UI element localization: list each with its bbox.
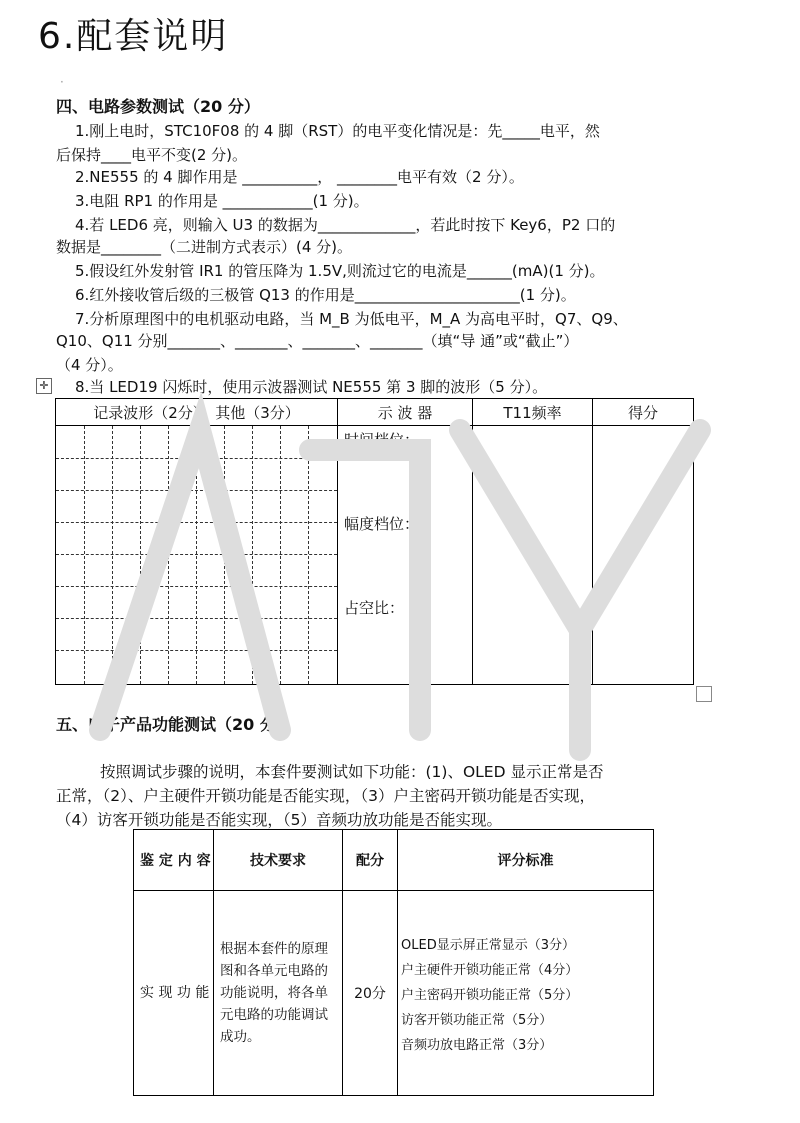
q4-line2: 数据是________（二进制方式表示）(4 分)。 <box>56 238 353 256</box>
q3-line: 3.电阻 RP1 的作用是 ____________(1 分)。 <box>75 192 369 210</box>
header-assessment: 鉴 定 内 容 <box>134 830 214 891</box>
section5-para-line1: 按照调试步骤的说明，本套件要测试如下功能：(1)、OLED 显示正常是否 <box>100 763 604 781</box>
section5-para-line3: （4）访客开锁功能是否能实现，（5）音频功放功能是否能实现。 <box>56 811 502 829</box>
q2-line: 2.NE555 的 4 脚作用是 __________， ________电平有效（2 分）。 <box>75 168 524 186</box>
osc-blank-1 <box>344 454 472 482</box>
row-points: 20分 <box>343 891 398 1096</box>
header-criteria: 评分标准 <box>398 830 654 891</box>
waveform-grid <box>56 426 337 684</box>
header-t11-frequency: T11频率 <box>473 399 593 426</box>
q6-line: 6.红外接收管后级的三极管 Q13 的作用是______________________(1 分)。 <box>75 286 576 304</box>
osc-blank-4 <box>344 566 472 594</box>
oscilloscope-settings-cell[interactable] <box>338 426 473 685</box>
paragraph-mark: · <box>60 75 64 89</box>
page-heading: 6.配套说明 <box>38 16 229 57</box>
table-resize-handle[interactable] <box>696 686 712 702</box>
q5-line: 5.假设红外发射管 IR1 的管压降为 1.5V,则流过它的电流是______(mA)(1 分)。 <box>75 262 605 280</box>
duty-cycle-label: 占空比： <box>344 599 405 617</box>
amplitude-division-label: 幅度档位： <box>344 515 420 533</box>
criterion-4: 访客开锁功能正常（5分） <box>401 1012 553 1028</box>
waveform-grid-cell[interactable] <box>56 426 338 685</box>
table-move-handle-icon[interactable]: ✛ <box>36 378 52 394</box>
row-item: 实 现 功 能 <box>134 891 214 1096</box>
q7-line1: 7.分析原理图中的电机驱动电路，当 M_B 为低电平，M_A 为高电平时，Q7、Q9、 <box>75 310 628 328</box>
header-waveform: 记录波形（2分），其他（3分） <box>56 399 338 426</box>
criteria-list <box>398 891 654 1096</box>
header-oscilloscope: 示 波 器 <box>338 399 473 426</box>
criterion-5: 音频功放电路正常（3分） <box>401 1037 553 1053</box>
q8-line: 8.当 LED19 闪烁时，使用示波器测试 NE555 第 3 脚的波形（5 分）。 <box>75 378 548 396</box>
criterion-2: 户主硬件开锁功能正常（4分） <box>401 962 579 978</box>
row-requirement: 根据本套件的原理图和各单元电路的功能说明，将各单元电路的功能调试成功。 <box>214 891 343 1096</box>
q4-line1: 4.若 LED6 亮，则输入 U3 的数据为_____________，若此时按下 Key6，P2 口的 <box>75 216 616 234</box>
section5-title: 五、电子产品功能测试（20 分） <box>56 715 292 734</box>
q1-line1: 1.刚上电时，STC10F08 的 4 脚（RST）的电平变化情况是：先_____电平，然 <box>75 122 600 140</box>
q7-line2: Q10、Q11 分别_______、_______、_______、_______（填“导 通”或“截止”） <box>56 332 579 350</box>
criterion-3: 户主密码开锁功能正常（5分） <box>401 987 579 1003</box>
header-score: 得分 <box>593 399 694 426</box>
t11-frequency-cell[interactable] <box>473 426 593 685</box>
criterion-1: OLED显示屏正常显示（3分） <box>401 937 575 953</box>
q1-line2: 后保持____电平不变(2 分)。 <box>56 146 248 164</box>
osc-blank-3 <box>344 538 472 566</box>
waveform-table <box>55 398 694 685</box>
score-cell[interactable] <box>593 426 694 685</box>
header-points: 配分 <box>343 830 398 891</box>
q7-line3: （4 分）。 <box>56 356 123 374</box>
section5-para-line2: 正常，（2）、户主硬件开锁功能是否能实现，（3）户主密码开锁功能是否实现， <box>56 787 595 805</box>
section4-title: 四、电路参数测试（20 分） <box>56 97 260 116</box>
osc-blank-2 <box>344 482 472 510</box>
header-tech-requirement: 技术要求 <box>214 830 343 891</box>
function-test-table <box>133 829 654 1096</box>
time-division-label: 时间档位： <box>344 431 420 449</box>
